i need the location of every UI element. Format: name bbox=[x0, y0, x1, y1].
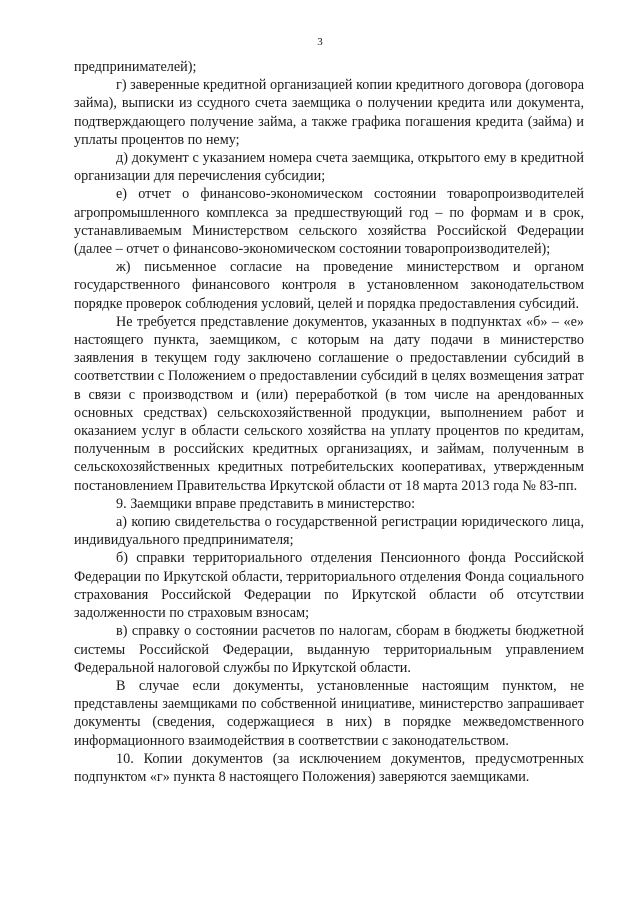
paragraph-item-e: е) отчет о финансово-экономическом состоянии товаропроизводителей агропромышленного комплекса за предшествующий год – по формам и в срок, устанавливаемым Министерством сельского хозяйства Российской Федерации (далее – отчет о финансово-экономическом состоянии товаропроизводителей); bbox=[74, 186, 584, 258]
paragraph-exemption: Не требуется представление документов, указанных в подпунктах «б» – «е» настоящего пункта, заемщиком, с которым на дату подачи в министерство заявления в текущем году заключено соглашение о предоставлении субсидий в соответствии с Положением о предоставлении субсидий в целях возмещения затрат в связи с производством и (или) переработкой (в том числе на арендованных основных средствах) сельскохозяйственной продукции, выполнением работ и оказанием услуг в области сельского хозяйства на уплату процентов по кредитам, полученным в российских кредитных организациях, и займам, полученным в сельскохозяйственных кредитных потребительских кооперативах, утвержденным постановлением Правительства Иркутской области от 18 марта 2013 года № 83-пп. bbox=[74, 313, 584, 494]
paragraph-9-b: б) справки территориального отделения Пенсионного фонда Российской Федерации по Иркутской области, территориального отделения Фонда социального страхования Российской Федерации по Иркутской области об отсутствии задолженности по страховым взносам; bbox=[74, 550, 584, 622]
paragraph-interagency: В случае если документы, установленные настоящим пунктом, не представлены заемщиками по собственной инициативе, министерство запрашивает документы (сведения, содержащиеся в них) в порядке межведомственного информационного взаимодействия в соответствии с законодательством. bbox=[74, 677, 584, 749]
paragraph-10: 10. Копии документов (за исключением документов, предусмотренных подпунктом «г» пункта 8 настоящего Положения) заверяются заемщиками. bbox=[74, 750, 584, 785]
paragraph-item-zh: ж) письменное согласие на проведение министерством и органом государственного финансового контроля в установленном законодательством порядке проверок соблюдения условий, целей и порядка предоставления субсидий. bbox=[74, 259, 584, 312]
paragraph-item-d: д) документ с указанием номера счета заемщика, открытого ему в кредитной организации для перечисления субсидии; bbox=[74, 150, 584, 185]
paragraph-continuation: предпринимателей); bbox=[74, 59, 197, 75]
document-body bbox=[74, 58, 584, 786]
paragraph-item-g: г) заверенные кредитной организацией копии кредитного договора (договора займа), выписки из ссудного счета заемщика о получении кредита или документа, подтверждающего получение займа, а также графика погашения кредита (займа) и уплаты процентов по нему; bbox=[74, 77, 584, 148]
page-number: 3 bbox=[317, 36, 323, 48]
paragraph-9: 9. Заемщики вправе представить в министерство: bbox=[116, 495, 416, 512]
paragraph-9-v: в) справку о состоянии расчетов по налогам, сборам в бюджеты бюджетной системы Российской Федерации, выданную территориальным управлением Федеральной налоговой службы по Иркутской области. bbox=[74, 623, 584, 676]
paragraph-9-a: а) копию свидетельства о государственной регистрации юридического лица, индивидуального предпринимателя; bbox=[74, 514, 584, 549]
